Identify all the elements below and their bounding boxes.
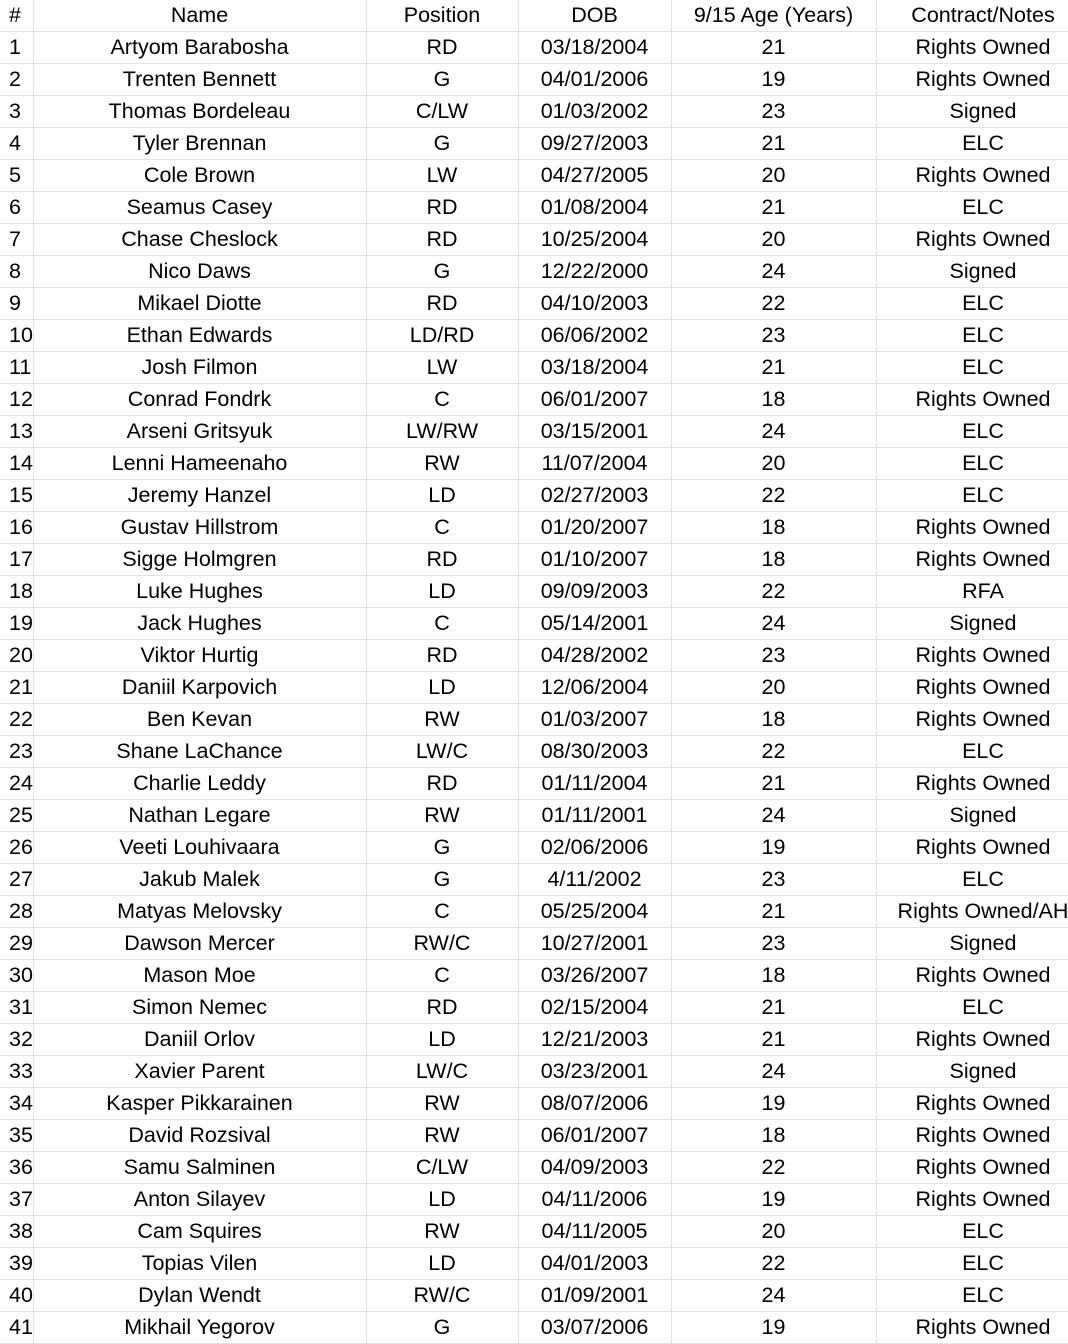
cell-dob[interactable]: 04/09/2003 [518, 1152, 671, 1184]
cell-age[interactable]: 18 [671, 544, 876, 576]
cell-number[interactable]: 6 [0, 192, 33, 224]
cell-contract-notes[interactable]: ELC [876, 288, 1068, 320]
table-row [0, 1024, 1068, 1056]
cell-dob[interactable]: 4/11/2002 [518, 864, 671, 896]
cell-position[interactable]: LD [366, 576, 518, 608]
cell-age[interactable]: 19 [671, 64, 876, 96]
cell-dob[interactable]: 03/23/2001 [518, 1056, 671, 1088]
cell-contract-notes[interactable]: Rights Owned/AH [876, 896, 1068, 928]
cell-contract-notes[interactable]: ELC [876, 352, 1068, 384]
cell-age[interactable]: 21 [671, 896, 876, 928]
cell-dob[interactable]: 01/11/2004 [518, 768, 671, 800]
table-row [0, 256, 1068, 288]
table-row [0, 512, 1068, 544]
cell-number[interactable]: 15 [0, 480, 33, 512]
cell-position[interactable]: RD [366, 32, 518, 64]
cell-contract-notes[interactable]: Signed [876, 608, 1068, 640]
cell-position[interactable]: RD [366, 288, 518, 320]
cell-number[interactable]: 5 [0, 160, 33, 192]
cell-dob[interactable]: 01/10/2007 [518, 544, 671, 576]
cell-position[interactable]: LD [366, 1184, 518, 1216]
cell-number[interactable]: 26 [0, 832, 33, 864]
cell-dob[interactable]: 03/18/2004 [518, 32, 671, 64]
cell-age[interactable]: 19 [671, 1312, 876, 1344]
cell-contract-notes[interactable]: Signed [876, 96, 1068, 128]
table-row [0, 736, 1068, 768]
cell-age[interactable]: 18 [671, 384, 876, 416]
cell-dob[interactable]: 01/20/2007 [518, 512, 671, 544]
cell-age[interactable]: 19 [671, 1088, 876, 1120]
cell-dob[interactable]: 11/07/2004 [518, 448, 671, 480]
cell-number[interactable]: 21 [0, 672, 33, 704]
cell-number[interactable]: 14 [0, 448, 33, 480]
cell-dob[interactable]: 02/06/2006 [518, 832, 671, 864]
table-row [0, 608, 1068, 640]
table-row [0, 288, 1068, 320]
cell-age[interactable]: 22 [671, 480, 876, 512]
cell-dob[interactable]: 04/28/2002 [518, 640, 671, 672]
table-row [0, 896, 1068, 928]
table-row [0, 576, 1068, 608]
table-row [0, 864, 1068, 896]
cell-name[interactable]: Gustav Hillstrom [33, 512, 366, 544]
cell-dob[interactable]: 04/11/2006 [518, 1184, 671, 1216]
cell-age[interactable]: 24 [671, 1280, 876, 1312]
cell-name[interactable]: Simon Nemec [33, 992, 366, 1024]
cell-name[interactable]: David Rozsival [33, 1120, 366, 1152]
cell-name[interactable]: Xavier Parent [33, 1056, 366, 1088]
cell-name[interactable]: Seamus Casey [33, 192, 366, 224]
cell-position[interactable]: LD [366, 1024, 518, 1056]
cell-name[interactable]: Luke Hughes [33, 576, 366, 608]
cell-number[interactable]: 33 [0, 1056, 33, 1088]
cell-age[interactable]: 23 [671, 640, 876, 672]
cell-position[interactable]: LW [366, 352, 518, 384]
cell-number[interactable]: 35 [0, 1120, 33, 1152]
cell-position[interactable]: LW/C [366, 1056, 518, 1088]
table-row [0, 352, 1068, 384]
cell-number[interactable]: 41 [0, 1312, 33, 1344]
cell-name[interactable]: Veeti Louhivaara [33, 832, 366, 864]
cell-contract-notes[interactable]: Rights Owned [876, 1088, 1068, 1120]
table-row [0, 384, 1068, 416]
cell-age[interactable]: 21 [671, 192, 876, 224]
table-row [0, 160, 1068, 192]
cell-number[interactable]: 30 [0, 960, 33, 992]
cell-contract-notes[interactable]: Signed [876, 800, 1068, 832]
cell-position[interactable]: LW/C [366, 736, 518, 768]
cell-number[interactable]: 28 [0, 896, 33, 928]
cell-number[interactable]: 22 [0, 704, 33, 736]
cell-number[interactable]: 13 [0, 416, 33, 448]
cell-contract-notes[interactable]: Rights Owned [876, 640, 1068, 672]
cell-dob[interactable]: 03/26/2007 [518, 960, 671, 992]
cell-contract-notes[interactable]: ELC [876, 736, 1068, 768]
table-row [0, 1184, 1068, 1216]
cell-number[interactable]: 1 [0, 32, 33, 64]
cell-contract-notes[interactable]: ELC [876, 480, 1068, 512]
table-row [0, 96, 1068, 128]
cell-number[interactable]: 3 [0, 96, 33, 128]
cell-position[interactable]: G [366, 864, 518, 896]
cell-number[interactable]: 23 [0, 736, 33, 768]
cell-contract-notes[interactable]: Rights Owned [876, 1152, 1068, 1184]
cell-age[interactable]: 21 [671, 768, 876, 800]
cell-position[interactable]: C [366, 384, 518, 416]
cell-age[interactable]: 20 [671, 1216, 876, 1248]
cell-number[interactable]: 29 [0, 928, 33, 960]
cell-contract-notes[interactable]: ELC [876, 128, 1068, 160]
cell-contract-notes[interactable]: Signed [876, 1056, 1068, 1088]
table-body [0, 32, 1068, 1344]
cell-position[interactable]: C/LW [366, 1152, 518, 1184]
header-contract-notes[interactable]: Contract/Notes [876, 0, 1068, 32]
cell-contract-notes[interactable]: Rights Owned [876, 960, 1068, 992]
cell-dob[interactable]: 03/18/2004 [518, 352, 671, 384]
cell-name[interactable]: Matyas Melovsky [33, 896, 366, 928]
cell-name[interactable]: Topias Vilen [33, 1248, 366, 1280]
cell-age[interactable]: 21 [671, 128, 876, 160]
cell-name[interactable]: Jack Hughes [33, 608, 366, 640]
cell-name[interactable]: Mikael Diotte [33, 288, 366, 320]
cell-contract-notes[interactable]: Rights Owned [876, 704, 1068, 736]
table-row [0, 320, 1068, 352]
cell-dob[interactable]: 01/11/2001 [518, 800, 671, 832]
cell-name[interactable]: Artyom Barabosha [33, 32, 366, 64]
cell-age[interactable]: 23 [671, 928, 876, 960]
header-position[interactable]: Position [366, 0, 518, 32]
cell-name[interactable]: Lenni Hameenaho [33, 448, 366, 480]
cell-contract-notes[interactable]: Rights Owned [876, 1024, 1068, 1056]
cell-contract-notes[interactable]: Rights Owned [876, 64, 1068, 96]
cell-name[interactable]: Anton Silayev [33, 1184, 366, 1216]
cell-name[interactable]: Thomas Bordeleau [33, 96, 366, 128]
table-row [0, 960, 1068, 992]
cell-age[interactable]: 22 [671, 288, 876, 320]
cell-age[interactable]: 21 [671, 32, 876, 64]
cell-contract-notes[interactable]: Rights Owned [876, 512, 1068, 544]
cell-name[interactable]: Samu Salminen [33, 1152, 366, 1184]
cell-number[interactable]: 19 [0, 608, 33, 640]
cell-name[interactable]: Tyler Brennan [33, 128, 366, 160]
cell-number[interactable]: 4 [0, 128, 33, 160]
cell-dob[interactable]: 04/01/2003 [518, 1248, 671, 1280]
cell-age[interactable]: 24 [671, 608, 876, 640]
cell-age[interactable]: 24 [671, 800, 876, 832]
cell-number[interactable]: 11 [0, 352, 33, 384]
cell-dob[interactable]: 08/07/2006 [518, 1088, 671, 1120]
cell-name[interactable]: Cole Brown [33, 160, 366, 192]
cell-number[interactable]: 9 [0, 288, 33, 320]
cell-position[interactable]: LW/RW [366, 416, 518, 448]
cell-dob[interactable]: 06/01/2007 [518, 384, 671, 416]
cell-dob[interactable]: 01/08/2004 [518, 192, 671, 224]
cell-number[interactable]: 38 [0, 1216, 33, 1248]
cell-contract-notes[interactable]: ELC [876, 320, 1068, 352]
cell-contract-notes[interactable]: Rights Owned [876, 1312, 1068, 1344]
cell-dob[interactable]: 08/30/2003 [518, 736, 671, 768]
cell-name[interactable]: Nico Daws [33, 256, 366, 288]
header-age[interactable]: 9/15 Age (Years) [671, 0, 876, 32]
cell-position[interactable]: C [366, 960, 518, 992]
cell-age[interactable]: 18 [671, 704, 876, 736]
cell-number[interactable]: 25 [0, 800, 33, 832]
table-row [0, 416, 1068, 448]
cell-name[interactable]: Trenten Bennett [33, 64, 366, 96]
cell-dob[interactable]: 09/27/2003 [518, 128, 671, 160]
cell-contract-notes[interactable]: ELC [876, 1248, 1068, 1280]
cell-position[interactable]: G [366, 832, 518, 864]
table-row [0, 1216, 1068, 1248]
cell-position[interactable]: C [366, 896, 518, 928]
header-dob[interactable]: DOB [518, 0, 671, 32]
cell-position[interactable]: LD [366, 480, 518, 512]
cell-position[interactable]: RD [366, 544, 518, 576]
cell-contract-notes[interactable]: ELC [876, 864, 1068, 896]
cell-contract-notes[interactable]: Rights Owned [876, 224, 1068, 256]
cell-contract-notes[interactable]: Signed [876, 928, 1068, 960]
table-row [0, 480, 1068, 512]
cell-contract-notes[interactable]: Rights Owned [876, 768, 1068, 800]
table-row [0, 672, 1068, 704]
cell-contract-notes[interactable]: ELC [876, 416, 1068, 448]
cell-name[interactable]: Shane LaChance [33, 736, 366, 768]
table-row [0, 928, 1068, 960]
cell-dob[interactable]: 06/06/2002 [518, 320, 671, 352]
cell-position[interactable]: LW [366, 160, 518, 192]
cell-number[interactable]: 37 [0, 1184, 33, 1216]
cell-dob[interactable]: 04/01/2006 [518, 64, 671, 96]
cell-contract-notes[interactable]: Rights Owned [876, 384, 1068, 416]
table-row [0, 64, 1068, 96]
cell-position[interactable]: RW [366, 1088, 518, 1120]
table-row [0, 768, 1068, 800]
cell-age[interactable]: 22 [671, 1248, 876, 1280]
cell-name[interactable]: Chase Cheslock [33, 224, 366, 256]
cell-name[interactable]: Dylan Wendt [33, 1280, 366, 1312]
cell-dob[interactable]: 05/25/2004 [518, 896, 671, 928]
cell-dob[interactable]: 01/09/2001 [518, 1280, 671, 1312]
cell-position[interactable]: G [366, 64, 518, 96]
table-row [0, 800, 1068, 832]
cell-number[interactable]: 18 [0, 576, 33, 608]
cell-position[interactable]: LD [366, 1248, 518, 1280]
cell-position[interactable]: LD/RD [366, 320, 518, 352]
cell-name[interactable]: Daniil Karpovich [33, 672, 366, 704]
table-row [0, 192, 1068, 224]
cell-position[interactable]: RW [366, 800, 518, 832]
cell-number[interactable]: 27 [0, 864, 33, 896]
table-row [0, 224, 1068, 256]
header-name[interactable]: Name [33, 0, 366, 32]
cell-dob[interactable]: 09/09/2003 [518, 576, 671, 608]
cell-position[interactable]: RD [366, 992, 518, 1024]
table-row [0, 1088, 1068, 1120]
cell-dob[interactable]: 12/21/2003 [518, 1024, 671, 1056]
cell-age[interactable]: 20 [671, 160, 876, 192]
cell-number[interactable]: 36 [0, 1152, 33, 1184]
table-row [0, 448, 1068, 480]
cell-dob[interactable]: 02/27/2003 [518, 480, 671, 512]
cell-number[interactable]: 12 [0, 384, 33, 416]
cell-position[interactable]: RD [366, 640, 518, 672]
cell-name[interactable]: Dawson Mercer [33, 928, 366, 960]
cell-age[interactable]: 22 [671, 736, 876, 768]
cell-age[interactable]: 23 [671, 96, 876, 128]
cell-contract-notes[interactable]: Rights Owned [876, 832, 1068, 864]
cell-dob[interactable]: 01/03/2007 [518, 704, 671, 736]
cell-age[interactable]: 21 [671, 352, 876, 384]
cell-contract-notes[interactable]: Rights Owned [876, 1184, 1068, 1216]
cell-age[interactable]: 21 [671, 1024, 876, 1056]
cell-name[interactable]: Daniil Orlov [33, 1024, 366, 1056]
header-number[interactable]: # [0, 0, 33, 32]
cell-position[interactable]: C/LW [366, 96, 518, 128]
table-row [0, 1120, 1068, 1152]
cell-position[interactable]: RD [366, 768, 518, 800]
cell-dob[interactable]: 05/14/2001 [518, 608, 671, 640]
table-row [0, 704, 1068, 736]
cell-contract-notes[interactable]: Rights Owned [876, 1120, 1068, 1152]
table-row [0, 544, 1068, 576]
cell-contract-notes[interactable]: ELC [876, 1280, 1068, 1312]
cell-contract-notes[interactable]: Rights Owned [876, 544, 1068, 576]
cell-age[interactable]: 23 [671, 864, 876, 896]
cell-age[interactable]: 18 [671, 1120, 876, 1152]
cell-number[interactable]: 16 [0, 512, 33, 544]
cell-dob[interactable]: 10/27/2001 [518, 928, 671, 960]
cell-dob[interactable]: 12/06/2004 [518, 672, 671, 704]
cell-number[interactable]: 2 [0, 64, 33, 96]
cell-contract-notes[interactable]: Rights Owned [876, 32, 1068, 64]
cell-position[interactable]: RW/C [366, 928, 518, 960]
table-row [0, 832, 1068, 864]
cell-dob[interactable]: 02/15/2004 [518, 992, 671, 1024]
cell-position[interactable]: RW [366, 448, 518, 480]
cell-age[interactable]: 20 [671, 672, 876, 704]
cell-number[interactable]: 10 [0, 320, 33, 352]
cell-age[interactable]: 18 [671, 512, 876, 544]
cell-position[interactable]: RW [366, 704, 518, 736]
cell-age[interactable]: 24 [671, 256, 876, 288]
cell-contract-notes[interactable]: Rights Owned [876, 672, 1068, 704]
cell-dob[interactable]: 03/07/2006 [518, 1312, 671, 1344]
cell-age[interactable]: 21 [671, 992, 876, 1024]
cell-position[interactable]: G [366, 256, 518, 288]
cell-position[interactable]: G [366, 1312, 518, 1344]
table-row [0, 992, 1068, 1024]
cell-age[interactable]: 19 [671, 832, 876, 864]
cell-number[interactable]: 7 [0, 224, 33, 256]
cell-name[interactable]: Conrad Fondrk [33, 384, 366, 416]
cell-name[interactable]: Charlie Leddy [33, 768, 366, 800]
cell-position[interactable]: RW/C [366, 1280, 518, 1312]
cell-dob[interactable]: 10/25/2004 [518, 224, 671, 256]
table-row [0, 640, 1068, 672]
cell-age[interactable]: 22 [671, 1152, 876, 1184]
cell-name[interactable]: Nathan Legare [33, 800, 366, 832]
table-row [0, 1248, 1068, 1280]
cell-number[interactable]: 32 [0, 1024, 33, 1056]
cell-contract-notes[interactable]: RFA [876, 576, 1068, 608]
cell-position[interactable]: C [366, 512, 518, 544]
cell-age[interactable]: 18 [671, 960, 876, 992]
cell-dob[interactable]: 06/01/2007 [518, 1120, 671, 1152]
table-row [0, 1312, 1068, 1344]
cell-age[interactable]: 23 [671, 320, 876, 352]
cell-number[interactable]: 17 [0, 544, 33, 576]
cell-name[interactable]: Mikhail Yegorov [33, 1312, 366, 1344]
cell-contract-notes[interactable]: ELC [876, 992, 1068, 1024]
table-row [0, 1152, 1068, 1184]
table-row [0, 1280, 1068, 1312]
header-row [0, 0, 1068, 32]
cell-position[interactable]: C [366, 608, 518, 640]
cell-name[interactable]: Jakub Malek [33, 864, 366, 896]
table-row [0, 32, 1068, 64]
cell-position[interactable]: LD [366, 672, 518, 704]
cell-name[interactable]: Ethan Edwards [33, 320, 366, 352]
cell-number[interactable]: 39 [0, 1248, 33, 1280]
cell-contract-notes[interactable]: ELC [876, 1216, 1068, 1248]
cell-dob[interactable]: 04/11/2005 [518, 1216, 671, 1248]
cell-position[interactable]: G [366, 128, 518, 160]
cell-dob[interactable]: 12/22/2000 [518, 256, 671, 288]
cell-contract-notes[interactable]: ELC [876, 192, 1068, 224]
cell-age[interactable]: 20 [671, 448, 876, 480]
cell-age[interactable]: 22 [671, 576, 876, 608]
cell-number[interactable]: 34 [0, 1088, 33, 1120]
cell-position[interactable]: RD [366, 192, 518, 224]
cell-age[interactable]: 24 [671, 416, 876, 448]
cell-name[interactable]: Sigge Holmgren [33, 544, 366, 576]
cell-name[interactable]: Mason Moe [33, 960, 366, 992]
table-row [0, 1056, 1068, 1088]
cell-dob[interactable]: 03/15/2001 [518, 416, 671, 448]
cell-number[interactable]: 24 [0, 768, 33, 800]
cell-number[interactable]: 20 [0, 640, 33, 672]
cell-position[interactable]: RD [366, 224, 518, 256]
cell-name[interactable]: Jeremy Hanzel [33, 480, 366, 512]
table-row [0, 128, 1068, 160]
cell-dob[interactable]: 01/03/2002 [518, 96, 671, 128]
cell-name[interactable]: Arseni Gritsyuk [33, 416, 366, 448]
cell-name[interactable]: Viktor Hurtig [33, 640, 366, 672]
cell-name[interactable]: Cam Squires [33, 1216, 366, 1248]
cell-number[interactable]: 8 [0, 256, 33, 288]
cell-number[interactable]: 31 [0, 992, 33, 1024]
cell-position[interactable]: RW [366, 1216, 518, 1248]
cell-contract-notes[interactable]: Signed [876, 256, 1068, 288]
cell-name[interactable]: Ben Kevan [33, 704, 366, 736]
cell-name[interactable]: Kasper Pikkarainen [33, 1088, 366, 1120]
cell-age[interactable]: 24 [671, 1056, 876, 1088]
cell-contract-notes[interactable]: Rights Owned [876, 160, 1068, 192]
cell-age[interactable]: 20 [671, 224, 876, 256]
cell-dob[interactable]: 04/10/2003 [518, 288, 671, 320]
cell-name[interactable]: Josh Filmon [33, 352, 366, 384]
cell-contract-notes[interactable]: ELC [876, 448, 1068, 480]
cell-age[interactable]: 19 [671, 1184, 876, 1216]
cell-number[interactable]: 40 [0, 1280, 33, 1312]
cell-dob[interactable]: 04/27/2005 [518, 160, 671, 192]
cell-position[interactable]: RW [366, 1120, 518, 1152]
